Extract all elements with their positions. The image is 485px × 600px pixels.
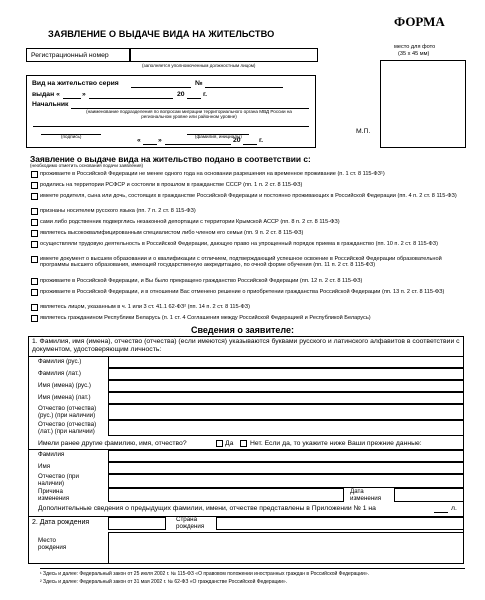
ground-checkbox[interactable] [31,315,38,322]
form-label: ФОРМА [394,14,445,29]
page-title: ЗАЯВЛЕНИЕ О ВЫДАЧЕ ВИДА НА ЖИТЕЛЬСТВО [48,29,275,39]
ground-item: являетесь гражданином Республики Беларусь (п. 1 ст. 4 Соглашения между Российской Федерацией и Республикой Беларусь) [40,315,371,321]
name-lat-label: Имя (имена) (лат.) [38,394,91,401]
appendix-note: Дополнительные сведения о предыдущих фамилии, имени, отчестве представлены в Приложении № 1 на [38,505,376,512]
permit-series-label: Вид на жительство серия [32,80,119,87]
prev-surname-label: Фамилия [38,451,65,458]
birth-country-label: Страна рождения [176,516,205,530]
sign-date-month[interactable] [165,144,231,145]
prev-names-no-label: Нет. Если да, то укажите ниже Ваши прежние данные: [250,440,422,447]
grounds-subnote: (необходимо отметить основания подачи заявления) [30,163,144,168]
footnote-divider [40,568,465,569]
name-rus-label: Имя (имена) (рус.) [38,382,91,389]
appendix-sheets-field[interactable] [434,512,448,513]
birth-place-label: Место рождения [38,537,67,551]
ground-item: сами либо родственник подверглись незаконной депортации с территории Крымской АССР (пп. 8 п. 2 ст. 8 115-ФЗ) [40,219,340,225]
q1-text: 1. Фамилия, имя (имена), отчество (отчества) (если имеются) указываются буквами русского и латинского алфавитов в соответствии с документом, удостоверяющим личность: [32,338,460,354]
year-suffix: г. [203,91,208,98]
ground-item: проживаете в Российской Федерации, и Вы было прекращено гражданство Российской Федерации (пп. 12 п. 2 ст. 8 115-ФЗ) [40,278,363,284]
surname-rus-label: Фамилия (рус.) [38,358,82,365]
ground-checkbox[interactable] [31,304,38,311]
patronymic-lat-label: Отчество (отчества) (лат.) (при наличии) [38,421,97,435]
stamp-place: М.П. [356,128,371,135]
surname-rus-input[interactable] [108,356,464,368]
permit-issued-year[interactable] [187,98,201,99]
sign-note: (подпись) [61,134,82,139]
reg-number-note: (заполняется уполномоченным должностным лицом) [142,63,256,68]
ground-item: проживаете в Российской Федерации не менее одного года на основании разрешения на временное проживание (п. 1 ст. 8 115-ФЗ¹) [40,171,385,177]
chief-note: (наименование подразделения по вопросам миграции территориального органа МВД России на региональном уровне или районном уровне) [86,109,292,119]
sign-date-close: » [158,137,162,144]
appendix-sheets-label: л. [451,505,457,512]
prev-names-no-checkbox[interactable] [240,440,247,447]
change-date-label: Дата изменения [350,488,382,502]
ground-item: признаны носителем русского языка (пп. 7 п. 2 ст. 8 115-ФЗ) [40,208,196,214]
permit-issued-label: выдан « [32,91,60,98]
name-note: (фамилия, инициалы) [195,134,242,139]
prev-names-question: Имели ранее другие фамилию, имя, отчество? [38,440,187,447]
applicant-section-title: Сведения о заявителе: [190,325,295,335]
change-reason-label: Причина изменения [38,488,70,502]
birth-country-input[interactable] [216,517,464,530]
prev-name-label: Имя [38,463,51,470]
prev-names-yes-label: Да [225,440,234,447]
permit-number-field[interactable] [205,87,283,88]
grounds-heading: Заявление о выдаче вида на жительство подано в соответствии с: [30,154,311,164]
permit-box [26,75,316,148]
ground-item: осуществляли трудовую деятельность в Российской Федерации, дающую право на упрощенный порядок приема в гражданство (пп. 10 п. 2 ст. 8 115-ФЗ) [40,241,439,247]
ground-item: являетесь лицом, указанным в ч. 1 или 3 ст. 41.1 62-ФЗ² (пп. 14 п. 2 ст. 8 115-ФЗ) [40,304,251,310]
ground-item: имеете документ о высшем образовании и о квалификации с отличием, подтверждающий успешное освоение в Российской Федерации образовательной программы высшего образования, имеющей государственную аккредитацию, по очной форме обучения (пп. 11 п. 2 ст. 8 115-ФЗ) [40,256,442,269]
patronymic-lat-input[interactable] [108,420,464,436]
surname-lat-input[interactable] [108,368,464,380]
prev-surname-input[interactable] [108,450,464,462]
surname-lat-label: Фамилия (лат.) [38,370,81,377]
prev-names-yes-checkbox[interactable] [216,440,223,447]
sign-date-day[interactable] [143,144,157,145]
sign-date-year[interactable] [243,144,257,145]
ground-checkbox[interactable] [31,193,38,200]
ground-checkbox[interactable] [31,241,38,248]
ground-checkbox[interactable] [31,208,38,215]
reg-number-field[interactable] [130,48,318,62]
change-reason-input[interactable] [108,488,344,502]
reg-number-label-box [26,48,130,62]
permit-series-field[interactable] [131,87,191,88]
prev-patronymic-input[interactable] [108,474,464,488]
year-prefix: 20 [177,91,185,98]
photo-size: (35 х 45 мм) [398,51,430,57]
reg-number-label: Регистрационный номер [31,52,109,59]
prev-patronymic-label: Отчество (при наличии) [38,473,79,487]
photo-label: место для фото [394,44,436,50]
name-rus-input[interactable] [108,380,464,392]
permit-issued-day[interactable] [63,98,81,99]
name-lat-input[interactable] [108,392,464,404]
ground-item: имеете родителя, сына или дочь, состоящих в гражданстве Российской Федерации и постоянно проживающих в Российской Федерации (пп. 4 п. 2 ст. 8 115-ФЗ) [40,193,457,199]
sign-year-suffix: г. [259,137,264,144]
birth-date-input[interactable] [108,517,166,530]
ground-checkbox[interactable] [31,278,38,285]
ground-checkbox[interactable] [31,171,38,178]
sign-year-prefix: 20 [233,137,241,144]
ground-checkbox[interactable] [31,219,38,226]
photo-placeholder[interactable] [380,60,466,148]
ground-checkbox[interactable] [31,230,38,237]
q2-birth-date-label: 2. Дата рождения [32,519,90,526]
patronymic-rus-input[interactable] [108,404,464,420]
birth-place-input[interactable] [108,532,464,564]
ground-item: являетесь высококвалифицированным специалистом либо членом его семьи (пп. 9 п. 2 ст. 8 115-ФЗ) [40,230,304,236]
patronymic-rus-label: Отчество (отчества) (рус.) (при наличии) [38,405,97,419]
sign-date-open: « [137,137,141,144]
ground-checkbox[interactable] [31,256,38,263]
chief-field-2[interactable] [33,126,309,127]
ground-checkbox[interactable] [31,289,38,296]
permit-number-label: № [195,80,203,87]
ground-checkbox[interactable] [31,182,38,189]
footnote-1: ¹ Здесь и далее: Федеральный закон от 25 июля 2002 г. № 115-ФЗ «О правовом положении иностранных граждан в Российской Федерации». [40,571,370,577]
permit-issued-month[interactable] [89,98,173,99]
prev-name-input[interactable] [108,462,464,474]
ground-item: проживаете в Российской Федерации, и в отношении Вас отменено решение о приобретении гражданства Российской Федерации (пп. 13 п. 2 ст. 8 115-ФЗ) [40,289,445,295]
change-date-input[interactable] [394,488,464,502]
footnote-2: ² Здесь и далее: Федеральный закон от 31 мая 2002 г. № 62-ФЗ «О гражданстве Российской Федерации». [40,579,288,585]
ground-item: родились на территории РСФСР и состояли в прошлом в гражданстве СССР (пп. 1 п. 2 ст. 8 115-ФЗ) [40,182,303,188]
quote-close: » [82,91,86,98]
chief-label: Начальник [32,101,69,108]
